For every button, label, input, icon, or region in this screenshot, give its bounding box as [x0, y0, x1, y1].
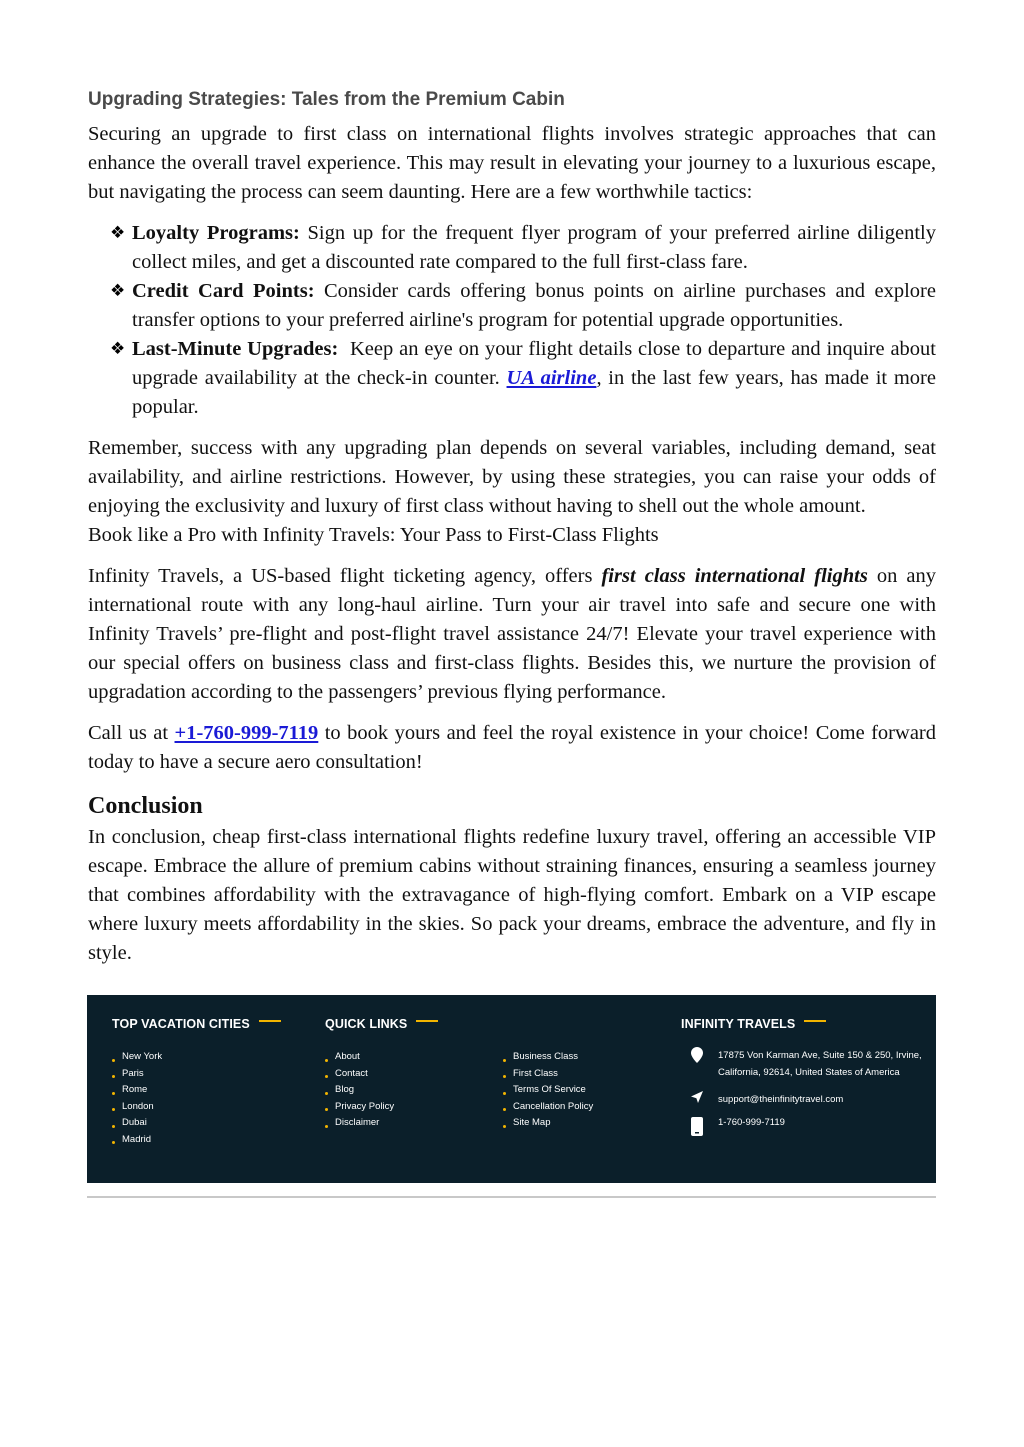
quick-links-list	[325, 1049, 438, 1132]
list-item[interactable]: London	[112, 1099, 281, 1116]
call-paragraph: Call us at +1-760-999-7119 to book yours and feel the royal existence in your choice! Come forward today to have a secure aero consultation!	[88, 722, 936, 773]
list-item	[110, 219, 936, 277]
footer-cities-column	[112, 1017, 281, 1148]
address-row: 17875 Von Karman Ave, Suite 150 & 250, Irvine, California, 92614, United States of America	[690, 1047, 922, 1081]
send-icon	[690, 1091, 704, 1103]
book-line: Book like a Pro with Infinity Travels: Your Pass to First-Class Flights	[88, 524, 659, 546]
list-item[interactable]: Paris	[112, 1066, 281, 1083]
footer-link[interactable]: Terms Of Service	[503, 1082, 593, 1099]
bullet-label: Credit Card Points:	[132, 280, 315, 302]
footer-link[interactable]: Cancellation Policy	[503, 1099, 593, 1116]
heading-accent-bar	[804, 1020, 826, 1022]
intro-paragraph: Securing an upgrade to first class on international flights involves strategic approaches that can enhance the overall travel experience. This may result in elevating your journey to a luxurious escape, but navigating the process can seem daunting. Here are a few worthwhile tactics:	[88, 123, 936, 203]
list-item	[110, 335, 942, 422]
footer-heading: INFINITY TRAVELS	[681, 1017, 796, 1031]
footer-quick-links-column	[325, 1017, 438, 1132]
infinity-paragraph: Infinity Travels, a US-based flight ticketing agency, offers first class international flights on any international route with any long-haul airline. Turn your air travel into safe and secure one with Infinity Travels’ pre-flight and post-flight travel assistance 24/7! Elevate your travel experience with our special offers on business class and first-class flights. Besides this, we nurture the provision of upgradation according to the passengers’ previous flying performance.	[88, 565, 936, 703]
list-item	[110, 277, 936, 335]
ua-airline-link[interactable]: UA airline	[506, 367, 597, 389]
location-pin-icon	[690, 1047, 704, 1063]
bullet-text: Sign up for the frequent flyer program of your preferred airline diligently collect miles, and get a discounted rate compared to the full first-class fare.	[132, 222, 936, 273]
diamond-bullet-icon: ❖	[110, 223, 126, 243]
footer-link[interactable]: Site Map	[503, 1115, 593, 1132]
phone-row[interactable]	[690, 1117, 785, 1136]
cities-list	[112, 1049, 281, 1148]
bullet-text: , in the last few years, has made it more popular.	[132, 367, 936, 418]
footer-link[interactable]: Disclaimer	[325, 1115, 438, 1132]
quick-links-list	[503, 1049, 593, 1132]
footer-heading: TOP VACATION CITIES	[112, 1017, 250, 1031]
footer-link[interactable]: Business Class	[503, 1049, 593, 1066]
divider	[87, 1196, 936, 1198]
bullet-label: Loyalty Programs:	[132, 222, 300, 244]
bullet-text: Consider cards offering bonus points on airline purchases and explore transfer options to your preferred airline's program for potential upgrade opportunities.	[132, 280, 936, 331]
bullet-label: Last-Minute Upgrades:	[132, 338, 339, 360]
footer-banner	[87, 995, 936, 1183]
diamond-bullet-icon: ❖	[110, 281, 126, 301]
phone-text: 1-760-999-7119	[718, 1117, 785, 1128]
remember-paragraph: Remember, success with any upgrading plan depends on several variables, including demand, seat availability, and airline restrictions. However, by using these strategies, you can raise your odds of enjoying the exclusivity and luxury of first class without having to shell out the whole amount.	[88, 437, 936, 517]
list-item[interactable]: New York	[112, 1049, 281, 1066]
email-text: support@theinfinitytravel.com	[718, 1094, 844, 1105]
heading-accent-bar	[259, 1020, 281, 1022]
email-row[interactable]	[690, 1091, 843, 1108]
footer-link[interactable]: Privacy Policy	[325, 1099, 438, 1116]
list-item[interactable]: Rome	[112, 1082, 281, 1099]
bullet-text: Keep an eye on your flight details close to departure and inquire about upgrade availability at the check-in counter.	[132, 338, 942, 389]
footer-heading: QUICK LINKS	[325, 1017, 408, 1031]
conclusion-paragraph: In conclusion, cheap first-class international flights redefine luxury travel, offering an accessible VIP escape. Embrace the allure of premium cabins without straining finances, ensuring a seamless journey that combines affordability with the extravagance of high-flying comfort. Embark on a VIP escape where luxury meets affordability in the skies. So pack your dreams, embrace the adventure, and fly in style.	[88, 826, 936, 964]
heading-accent-bar	[416, 1020, 438, 1022]
footer-link[interactable]: First Class	[503, 1066, 593, 1083]
phone-link[interactable]: +1-760-999-7119	[174, 722, 319, 744]
emphasis-text: first class international flights	[601, 565, 868, 587]
footer-contact-column	[681, 1017, 931, 1177]
footer-link[interactable]: About	[325, 1049, 438, 1066]
mobile-phone-icon	[690, 1117, 704, 1136]
tactics-list	[88, 219, 942, 422]
document-body	[88, 86, 942, 980]
conclusion-heading: Conclusion	[88, 793, 203, 819]
diamond-bullet-icon: ❖	[110, 339, 126, 359]
footer-quick-links-column-2	[503, 1017, 593, 1132]
footer-link[interactable]: Blog	[325, 1082, 438, 1099]
list-item[interactable]: Dubai	[112, 1115, 281, 1132]
list-item[interactable]: Madrid	[112, 1132, 281, 1149]
section-heading: Upgrading Strategies: Tales from the Premium Cabin	[88, 89, 565, 110]
footer-link[interactable]: Contact	[325, 1066, 438, 1083]
